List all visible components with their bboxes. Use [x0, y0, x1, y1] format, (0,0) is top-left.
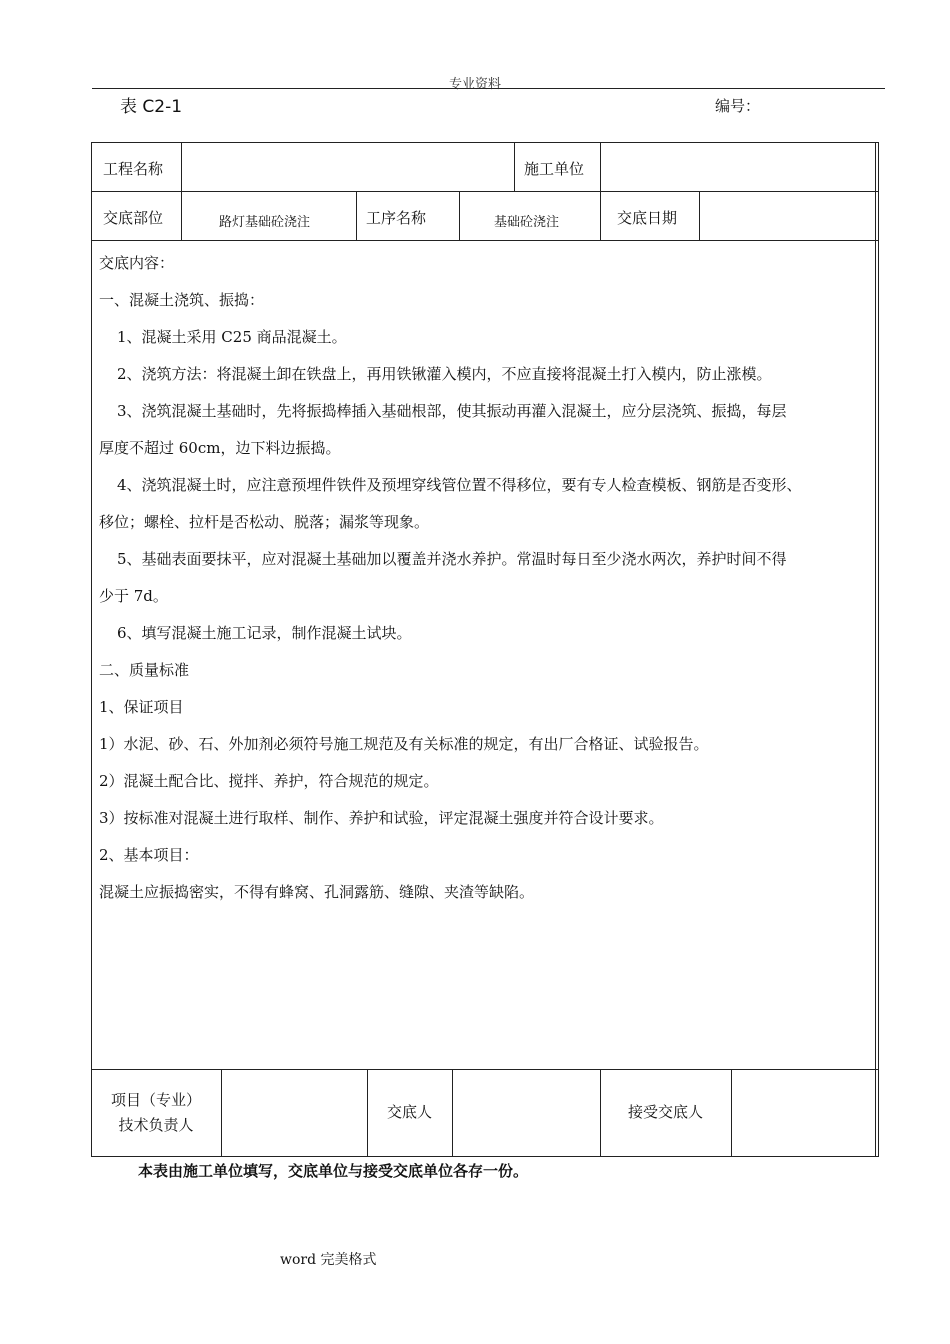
content-item-continued: 少于 7d。: [99, 587, 168, 605]
content-item: 2、浇筑方法：将混凝土卸在铁盘上，再用铁锹灌入模内，不应直接将混凝土打入模内，防止涨模。: [117, 365, 772, 383]
column-divider: [459, 191, 460, 240]
tech-lead-label-line1: 项目（专业）: [110, 1091, 201, 1109]
quality-item: 3）按标准对混凝土进行取样、制作、养护和试验，评定混凝土强度并符合设计要求。: [99, 809, 664, 827]
handover-part-field[interactable]: 路灯基础砼浇注: [219, 215, 311, 230]
serial-number-label: 编号：: [715, 97, 761, 115]
content-item-continued: 厚度不超过 60cm，边下料边振捣。: [99, 439, 341, 457]
column-divider: [356, 191, 357, 240]
quality-item: 混凝土应振捣密实，不得有蜂窝、孔洞露筋、缝隙、夹渣等缺陷。: [99, 883, 535, 901]
form-code: 表 C2-1: [120, 97, 183, 117]
row-divider: [91, 240, 879, 241]
receiver-label: 接受交底人: [627, 1103, 703, 1121]
column-divider: [181, 142, 182, 240]
construction-unit-label: 施工单位: [524, 160, 585, 178]
process-name-label: 工序名称: [366, 209, 427, 227]
table-right-double-border: [875, 142, 876, 1157]
row-divider: [91, 1069, 879, 1070]
column-divider: [221, 1069, 222, 1157]
column-divider: [514, 142, 515, 191]
quality-item: 1）水泥、砂、石、外加剂必须符号施工规范及有关标准的规定，有出厂合格证、试验报告。: [99, 735, 709, 753]
tech-lead-label-line2: 技术负责人: [118, 1116, 194, 1134]
presenter-label: 交底人: [386, 1103, 432, 1121]
subsection-title: 2、基本项目：: [99, 846, 199, 864]
handover-part-label: 交底部位: [103, 209, 164, 227]
column-divider: [699, 191, 700, 240]
page-header: 专业资料: [448, 77, 501, 92]
handover-date-label: 交底日期: [617, 209, 678, 227]
section-title: 一、混凝土浇筑、振捣：: [99, 291, 265, 309]
content-item: 1、混凝土采用 C25 商品混凝土。: [117, 328, 347, 346]
content-heading: 交底内容：: [99, 254, 175, 272]
content-item-continued: 移位；螺栓、拉杆是否松动、脱落；漏浆等现象。: [99, 513, 430, 531]
handover-content: [99, 245, 871, 911]
header-rule: [92, 88, 885, 89]
process-name-field[interactable]: 基础砼浇注: [494, 215, 560, 230]
content-item: 6、填写混凝土施工记录，制作混凝土试块。: [117, 624, 412, 642]
row-divider: [91, 191, 879, 192]
column-divider: [600, 142, 601, 240]
content-item: 3、浇筑混凝土基础时，先将振捣棒插入基础根部，使其振动再灌入混凝土，应分层浇筑、振捣，每层: [117, 402, 787, 420]
column-divider: [731, 1069, 732, 1157]
section-title: 二、质量标准: [99, 661, 190, 679]
column-divider: [452, 1069, 453, 1157]
content-item: 5、基础表面要抹平，应对混凝土基础加以覆盖并浇水养护。常温时每日至少浇水两次，养护时间不得: [117, 550, 787, 568]
page-footer: word 完美格式: [280, 1252, 377, 1268]
project-name-label: 工程名称: [103, 160, 164, 178]
form-footnote: 本表由施工单位填写，交底单位与接受交底单位各存一份。: [138, 1162, 529, 1180]
content-item: 4、浇筑混凝土时，应注意预埋件铁件及预埋穿线管位置不得移位，要有专人检查模板、钢筋是否变形、: [117, 476, 802, 494]
tech-lead-label: [91, 1088, 221, 1138]
quality-item: 2）混凝土配合比、搅拌、养护，符合规范的规定。: [99, 772, 439, 790]
subsection-title: 1、保证项目: [99, 698, 184, 716]
